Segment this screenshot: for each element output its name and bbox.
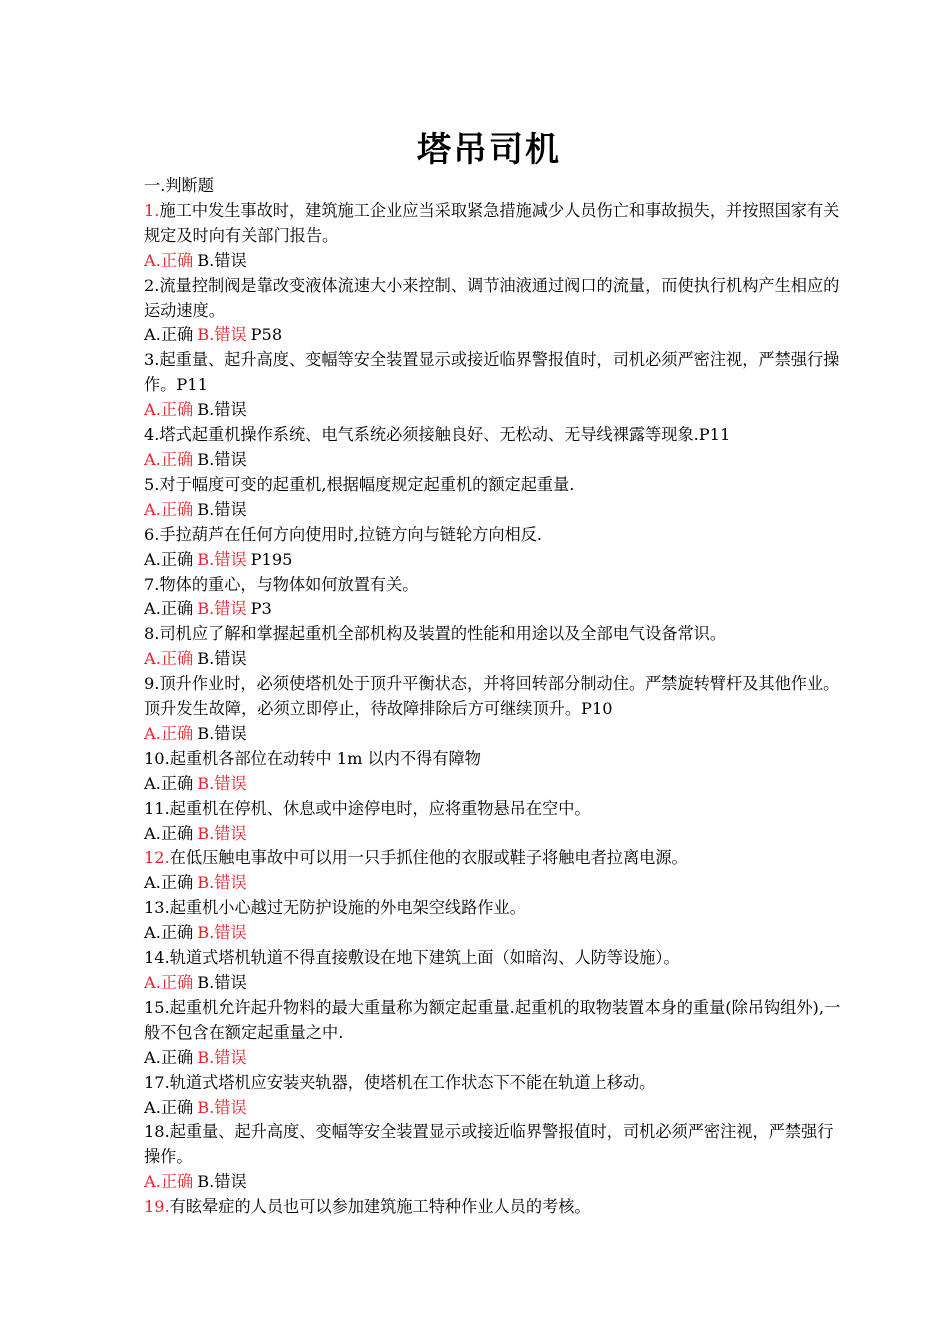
option-b: B.错误 <box>197 400 247 420</box>
option-b: B.错误 <box>197 973 247 992</box>
question-item <box>144 199 844 274</box>
question-number: 18. <box>144 1122 170 1142</box>
option-b: B.错误 <box>197 499 247 519</box>
option-b: B.错误 <box>197 1097 247 1117</box>
question-item <box>144 747 844 797</box>
question-item <box>144 622 844 672</box>
answer-options <box>144 448 844 473</box>
question-text <box>144 348 844 398</box>
question-number: 12. <box>144 848 170 868</box>
question-number: 7. <box>144 574 160 594</box>
answer-options <box>144 722 844 747</box>
question-body: 物体的重心，与物体如何放置有关。 <box>159 574 419 594</box>
question-body: 起重机允许起升物料的最大重量称为额定起重量.起重机的取物装置本身的重量(除吊钩组外),一般不包含在额定起重量之中. <box>144 997 841 1042</box>
document-content <box>144 174 844 1220</box>
option-b: B.错误 <box>197 773 247 793</box>
question-number: 19. <box>144 1197 170 1217</box>
option-a: A.正确 <box>144 1097 194 1117</box>
question-body: 塔式起重机操作系统、电气系统必须接触良好、无松动、无导线裸露等现象.P11 <box>159 425 731 445</box>
option-a: A.正确 <box>144 723 194 743</box>
question-item <box>144 523 844 573</box>
question-text <box>144 199 844 249</box>
answer-options <box>144 1046 844 1071</box>
document-title: 塔吊司机 <box>417 130 561 170</box>
option-b: B.错误 <box>197 250 247 270</box>
question-number: 14. <box>144 948 170 968</box>
question-body: 手拉葫芦在任何方向使用时,拉链方向与链轮方向相反. <box>159 524 543 544</box>
question-number: 2. <box>144 275 160 295</box>
option-a: A.正确 <box>144 973 194 992</box>
question-body: 起重机各部位在动转中 1m 以内不得有障物 <box>169 748 481 768</box>
option-a: A.正确 <box>144 499 194 519</box>
answer-options <box>144 971 844 996</box>
question-item <box>144 1071 844 1121</box>
answer-options <box>144 323 844 348</box>
question-body: 对于幅度可变的起重机,根据幅度规定起重机的额定起重量. <box>159 474 575 494</box>
answer-options <box>144 249 844 274</box>
question-item <box>144 797 844 847</box>
question-item <box>144 846 844 896</box>
question-text <box>144 797 844 822</box>
answer-options <box>144 1096 844 1121</box>
question-body: 起重量、起升高度、变幅等安全装置显示或接近临界警报值时，司机必须严密注视，严禁强行操作。 <box>144 1122 834 1167</box>
question-item <box>144 672 844 747</box>
question-text <box>144 846 844 871</box>
question-number: 10. <box>144 748 170 768</box>
option-a: A.正确 <box>144 250 194 270</box>
option-a: A.正确 <box>144 1172 194 1192</box>
answer-options <box>144 548 844 573</box>
option-b: B.错误 <box>197 549 247 569</box>
page-reference: P195 <box>250 549 293 569</box>
question-item <box>144 274 844 349</box>
page-reference: P58 <box>250 325 283 345</box>
question-item <box>144 896 844 946</box>
option-b: B.错误 <box>197 873 247 893</box>
question-number: 4. <box>144 425 160 445</box>
option-b: B.错误 <box>197 599 247 619</box>
option-a: A.正确 <box>144 599 194 619</box>
question-text <box>144 523 844 548</box>
option-b: B.错误 <box>197 1172 247 1192</box>
question-number: 8. <box>144 624 160 644</box>
question-item <box>144 1195 844 1220</box>
option-a: A.正确 <box>144 823 194 843</box>
answer-options <box>144 647 844 672</box>
option-a: A.正确 <box>144 325 194 345</box>
question-number: 9. <box>144 674 160 694</box>
option-b: B.错误 <box>197 449 247 469</box>
question-item <box>144 573 844 623</box>
question-body: 司机应了解和掌握起重机全部机构及装置的性能和用途以及全部电气设备常识。 <box>159 624 727 644</box>
question-body: 起重机小心越过无防护设施的外电架空线路作业。 <box>169 898 526 918</box>
option-b: B.错误 <box>197 723 247 743</box>
question-text <box>144 747 844 772</box>
option-a: A.正确 <box>144 549 194 569</box>
question-body: 起重机在停机、休息或中途停电时，应将重物悬吊在空中。 <box>169 798 591 818</box>
question-number: 3. <box>144 350 160 370</box>
question-text <box>144 622 844 647</box>
answer-options <box>144 871 844 896</box>
question-item <box>144 348 844 423</box>
answer-options <box>144 398 844 423</box>
question-item <box>144 473 844 523</box>
option-b: B.错误 <box>197 325 247 345</box>
question-text <box>144 1195 844 1220</box>
question-body: 顶升作业时，必须使塔机处于顶升平衡状态，并将回转部分制动住。严禁旋转臂杆及其他作业。顶升发生故障，必须立即停止，待故障排除后方可继续顶升。P10 <box>144 674 840 719</box>
option-a: A.正确 <box>144 923 194 943</box>
question-list <box>144 199 844 1220</box>
question-body: 起重量、起升高度、变幅等安全装置显示或接近临界警报值时，司机必须严密注视，严禁强行操作。P11 <box>144 350 840 395</box>
question-text <box>144 946 844 971</box>
question-text <box>144 896 844 921</box>
page-reference: P3 <box>250 599 272 619</box>
answer-options <box>144 921 844 946</box>
option-b: B.错误 <box>197 649 247 669</box>
question-body: 有眩晕症的人员也可以参加建筑施工特种作业人员的考核。 <box>169 1197 591 1217</box>
question-item <box>144 996 844 1071</box>
question-number: 11. <box>144 798 170 818</box>
question-item <box>144 946 844 996</box>
question-text <box>144 672 844 722</box>
question-text <box>144 473 844 498</box>
question-body: 轨道式塔机轨道不得直接敷设在地下建筑上面（如暗沟、人防等设施）。 <box>169 948 680 968</box>
question-text <box>144 1120 844 1170</box>
question-number: 17. <box>144 1072 170 1092</box>
question-text <box>144 996 844 1046</box>
question-number: 1. <box>144 200 160 220</box>
question-body: 施工中发生事故时，建筑施工企业应当采取紧急措施减少人员伤亡和事故损失，并按照国家有关规定及时向有关部门报告。 <box>144 200 840 245</box>
question-number: 5. <box>144 474 160 494</box>
answer-options <box>144 498 844 523</box>
question-body: 在低压触电事故中可以用一只手抓住他的衣服或鞋子将触电者拉离电源。 <box>169 848 688 868</box>
question-text <box>144 274 844 324</box>
question-text <box>144 423 844 448</box>
answer-options <box>144 822 844 847</box>
question-number: 13. <box>144 898 170 918</box>
answer-options <box>144 1170 844 1195</box>
question-text <box>144 1071 844 1096</box>
answer-options <box>144 772 844 797</box>
option-a: A.正确 <box>144 773 194 793</box>
option-b: B.错误 <box>197 1047 247 1067</box>
option-a: A.正确 <box>144 449 194 469</box>
question-body: 轨道式塔机应安装夹轨器，使塔机在工作状态下不能在轨道上移动。 <box>169 1072 656 1092</box>
question-number: 6. <box>144 524 160 544</box>
question-item <box>144 1120 844 1195</box>
section-heading: 一.判断题 <box>144 176 214 195</box>
option-a: A.正确 <box>144 649 194 669</box>
option-a: A.正确 <box>144 873 194 893</box>
option-b: B.错误 <box>197 823 247 843</box>
option-a: A.正确 <box>144 1047 194 1067</box>
question-text <box>144 573 844 598</box>
question-number: 15. <box>144 997 170 1017</box>
question-item <box>144 423 844 473</box>
option-a: A.正确 <box>144 400 194 420</box>
option-b: B.错误 <box>197 923 247 943</box>
question-body: 流量控制阀是靠改变液体流速大小来控制、调节油液通过阀口的流量，而使执行机构产生相应的运动速度。 <box>144 275 840 320</box>
answer-options <box>144 597 844 622</box>
